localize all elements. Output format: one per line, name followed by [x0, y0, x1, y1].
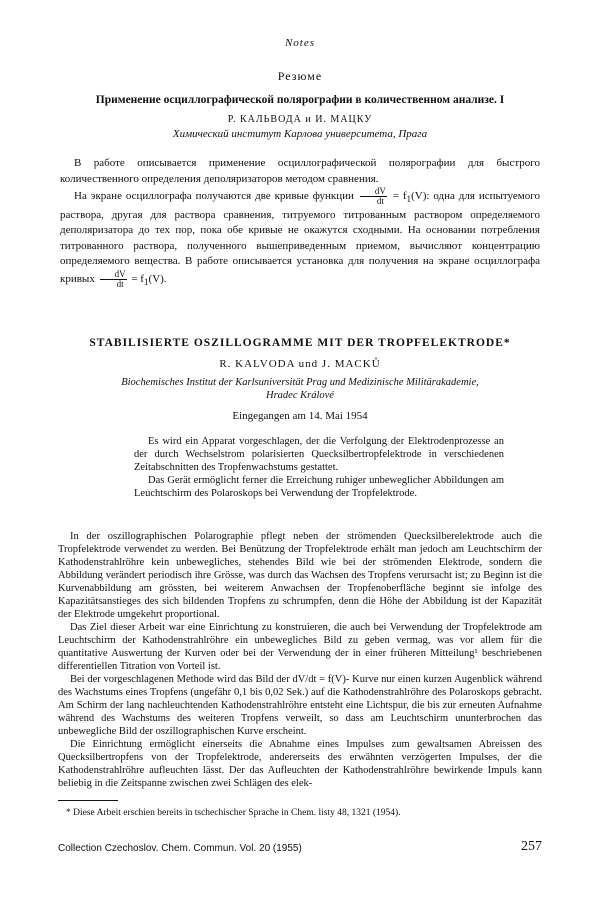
- footnote-rule: [58, 800, 118, 801]
- abstract: [134, 435, 504, 500]
- resume-title: Применение осциллографической полярографии в количественном анализе. I: [95, 94, 505, 106]
- resume-p2-text-e: (V).: [148, 272, 167, 285]
- page-number: 257: [521, 839, 542, 854]
- resume-p2-text-a: На экране осциллографа получаются две кривые функции: [74, 190, 354, 203]
- body-paragraph-3: Bei der vorgeschlagenen Methode wird das Bild der dV/dt = f(V)- Kurve nur einen kurzen Augenblick während des Wachstums eines Tropfens (ungefähr 0,1 bis 0,02 Sek.) auf die Kathodenstrahlröhre des Polaroskops gebracht. Am Schirm der lang nachleuchtenden Kathodenstrahlröhre entsteht eine Lichtspur, die bis zur erneuten Aufnahme während des Wachstums des weiteren Tropfens verweilt, so dass am Leuchtschirm ununterbrochen das unbewegliche Bild der oszillographischen Kurve erscheint.: [58, 674, 542, 737]
- article-title: STABILISIERTE OSZILLOGRAMME MIT DER TROPFELEKTRODE*: [89, 337, 511, 349]
- resume-institute: Химический институт Карлова университета, Прага: [172, 128, 428, 140]
- body-paragraph-2: Das Ziel dieser Arbeit war eine Einrichtung zu konstruieren, die auch bei Verwendung der Tropfelektrode am Leuchtschirm der Kathodenstrahlröhre ein unbewegliches Bild zu geben vermag, was vor allem für die quantitative Auswertung der Kurven oder bei der Verwendung der in einer früheren Mitteilung¹ beschriebenen differentiellen Titration von Vorteil ist.: [58, 622, 542, 672]
- resume-p2-subscript: 1: [406, 194, 412, 205]
- resume-heading: Резюме: [277, 69, 323, 83]
- resume-paragraph-1: В работе описывается применение осциллографической полярографии для быстрого количественного определения деполяризаторов методом сравнения.: [60, 157, 540, 185]
- fraction-numerator-2: dV: [100, 270, 127, 280]
- fraction-denominator: dt: [376, 196, 384, 206]
- abstract-paragraph-1: Es wird ein Apparat vorgeschlagen, der die Verfolgung der Elektrodenprozesse an der durch Wechselstrom polarisierten Quecksilbertropfelektrode in verschiedenen Zeitabschnitten des Tropfenwachstums gestattet.: [134, 436, 504, 473]
- abstract-paragraph-2: Das Gerät ermöglicht ferner die Erreichung ruhiger unbeweglicher Abbildungen am Leuchtschirm des Polaroskops bei Verwendung der Tropfelektrode.: [134, 475, 504, 499]
- fraction-denominator-2: dt: [116, 278, 124, 289]
- footnote: * Diese Arbeit erschien bereits in tschechischer Sprache in Chem. listy 48, 1321 (1954).: [66, 808, 401, 818]
- article-institute-line-1: Biochemisches Institut der Karlsuniversität Prag und Medizinische Militärakademie,: [121, 377, 479, 388]
- resume-p2-eq: = f: [392, 190, 407, 203]
- body-paragraph-1: In der oszillographischen Polarographie pflegt neben der strömenden Quecksilberelektrode auch die Tropfelektrode verwendet zu werden. Bei Benützung der Tropfelektrode erhält man jedoch am Leuchtschirm der Kathodenstrahlröhre kein unbewegliches, stehendes Bild wie bei der strömenden Elektrode, sondern die Abbildung verändert periodisch ihre Grösse, was durch das Wachsen des Tropfens verursacht ist; zu Beginn ist die Kurvenabbildung am grössten, bei weiterem Anwachsen der Tropfenoberfläche beginnt sie infolge des Kapazitätsanstieges des sich bildenden Tropfens zu schrumpfen, denn die Höhe der Abbildung ist der Kapazität der Elektrode umgekehrt proportional.: [58, 531, 542, 620]
- running-header: Notes: [284, 37, 316, 49]
- fraction-numerator: dV: [360, 187, 387, 197]
- resume-paragraph-2: [60, 187, 540, 290]
- resume-p2-text-c: (V): одна для испытуемого раствора, другая для раствора сравнения, титруемого титрованным раствором определяемого деполяризатора до тех пор, пока обе кривые не окажутся сходными. На основании потребления титрованного раствора, полученного вышеприведенным приемом, вычисляют концентрацию определяемого вещества. В работе описывается установка для получения на экране осциллографа кривых: [60, 190, 540, 285]
- article-authors: R. KALVODA und J. MACKŮ: [219, 358, 381, 370]
- resume-authors: Р. КАЛЬВОДА и И. МАЦКУ: [227, 114, 373, 125]
- derivative-fraction-2: [100, 270, 127, 289]
- article-body: [58, 530, 542, 790]
- article-institute: [0, 376, 600, 402]
- received-date: Eingegangen am 14. Mai 1954: [232, 410, 368, 422]
- derivative-fraction: [360, 187, 387, 206]
- article-institute-line-2: Hradec Králové: [266, 390, 334, 401]
- resume-p2-eq-2: = f: [131, 272, 144, 285]
- resume-p2-subscript-2: 1: [143, 276, 149, 287]
- body-paragraph-4: Die Einrichtung ermöglicht einerseits die Abnahme eines Impulses zum gewaltsamen Abreissen des Quecksilbertropfens von der Tropfelektrode, andererseits des erwähnten verzögerten Impulses, der die Kathodenstrahlröhre aufleuchten lässt. Der das Aufleuchten der Kathodenstrahlröhre bewirkende Impuls kann beliebig in die Zeitspanne zwischen zwei Schlägen des elek-: [58, 739, 542, 789]
- journal-footer: Collection Czechoslov. Chem. Commun. Vol. 20 (1955): [58, 843, 302, 854]
